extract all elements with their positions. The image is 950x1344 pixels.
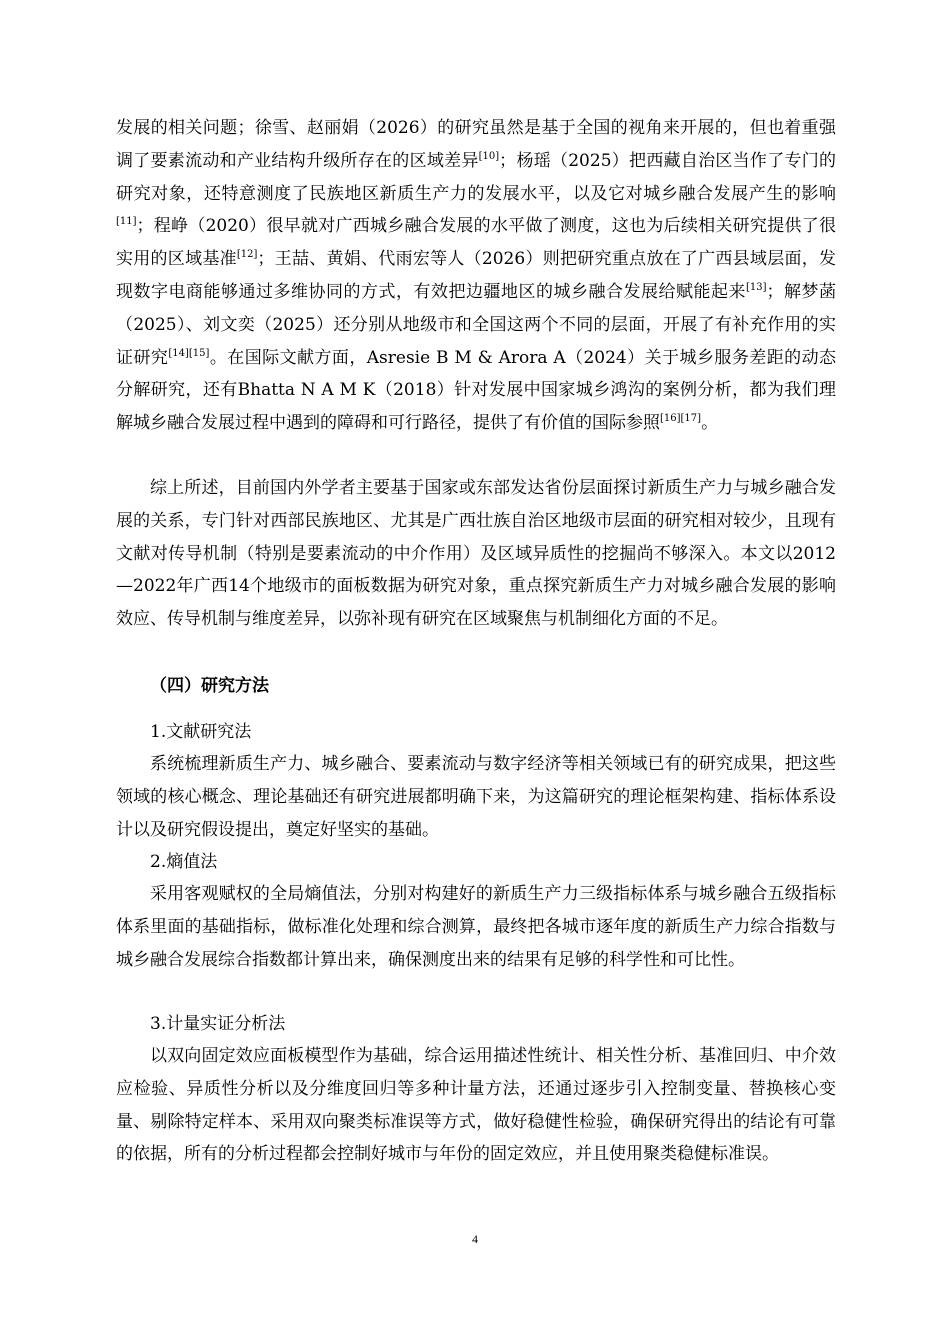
citation-ref[interactable]: [10] bbox=[478, 150, 500, 162]
page-number: 4 bbox=[472, 1232, 478, 1246]
citation-ref[interactable]: [11] bbox=[116, 216, 137, 228]
method-body: 采用客观赋权的全局熵值法，分别对构建好的新质生产力三级指标体系与城乡融合五级指标体系里面的基础指标，做标准化处理和综合测算，最终把各城市逐年度的新质生产力综合指数与城乡融合发展综合指数都计算出来，确保测度出来的结果有足够的科学性和可比性。 bbox=[116, 884, 836, 970]
method-body: 以双向固定效应面板模型作为基础，综合运用描述性统计、相关性分析、基准回归、中介效应检验、异质性分析以及分维度回归等多种计量方法，还通过逐步引入控制变量、替换核心变量、剔除特定样本、采用双向聚类标准误等方式，做好稳健性检验，确保研究得出的结论有可靠的依据，所有的分析过程都会控制好城市与年份的固定效应，并且使用聚类稳健标准误。 bbox=[116, 1046, 836, 1165]
text-segment: 。在国际文献方面，Asresie B M & Arora A（2024）关于城乡服务差距的动态分解研究，还有Bhatta N A M K（2018）针对发展中国家城乡鸿沟的案例分析，都为我们理解城乡融合发展过程中遇到的障碍和可行路径，提供了有价值的国际参照 bbox=[116, 347, 837, 434]
citation-ref[interactable]: [16][17] bbox=[660, 413, 702, 425]
citation-ref[interactable]: [13] bbox=[745, 281, 767, 293]
citation-ref[interactable]: [12] bbox=[236, 249, 258, 261]
text-segment: 发展的相关问题；徐雪、赵丽娟（2026）的研究虽然是基于全国的视角来开展的，但也着重强调了要素流动和产业结构升级所存在的区域差异 bbox=[116, 118, 836, 171]
citation-ref[interactable]: [14][15] bbox=[168, 347, 210, 359]
text-segment: ；王喆、黄娟、代雨宏等人（2026）则把研究重点放在了广西县域层面，发现数字电商能够通过多维协同的方式，有效把边疆地区的城乡融合发展给赋能起来 bbox=[116, 249, 837, 302]
method-title: 2.熵值法 bbox=[150, 852, 218, 872]
method-body: 系统梳理新质生产力、城乡融合、要素流动与数字经济等相关领域已有的研究成果，把这些领域的核心概念、理论基础还有研究进展都明确下来，为这篇研究的理论框架构建、指标体系设计以及研究假设提出，奠定好坚实的基础。 bbox=[116, 754, 836, 840]
method-title: 3.计量实证分析法 bbox=[150, 1014, 286, 1034]
text-segment: ；杨瑶（2025）把西藏自治区当作了专门的研究对象，还特意测度了民族地区新质生产力的发展水平，以及它对城乡融合发展产生的影响 bbox=[116, 150, 836, 204]
text-segment: ；解梦菡（2025）、刘文奕（2025）还分别从地级市和全国这两个不同的层面，开展了有补充作用的实证研究 bbox=[116, 281, 837, 368]
text-segment: ；程峥（2020）很早就对广西城乡融合发展的水平做了测度，这也为后续相关研究提供了很实用的区域基准 bbox=[116, 216, 836, 270]
summary-paragraph: 综上所述，目前国内外学者主要基于国家或东部发达省份层面探讨新质生产力与城乡融合发展的关系，专门针对西部民族地区、尤其是广西壮族自治区地级市层面的研究相对较少，且现有文献对传导机制（特别是要素流动的中介作用）及区域异质性的挖掘尚不够深入。本文以2012—2022年广西14个地级市的面板数据为研究对象，重点探究新质生产力对城乡融合发展的影响效应、传导机制与维度差异，以弥补现有研究在区域聚焦与机制细化方面的不足。 bbox=[116, 478, 836, 630]
method-title: 1.文献研究法 bbox=[150, 722, 252, 742]
text-segment: 。 bbox=[701, 413, 719, 434]
section-heading: （四）研究方法 bbox=[150, 676, 269, 696]
literature-review-paragraph bbox=[116, 112, 836, 440]
